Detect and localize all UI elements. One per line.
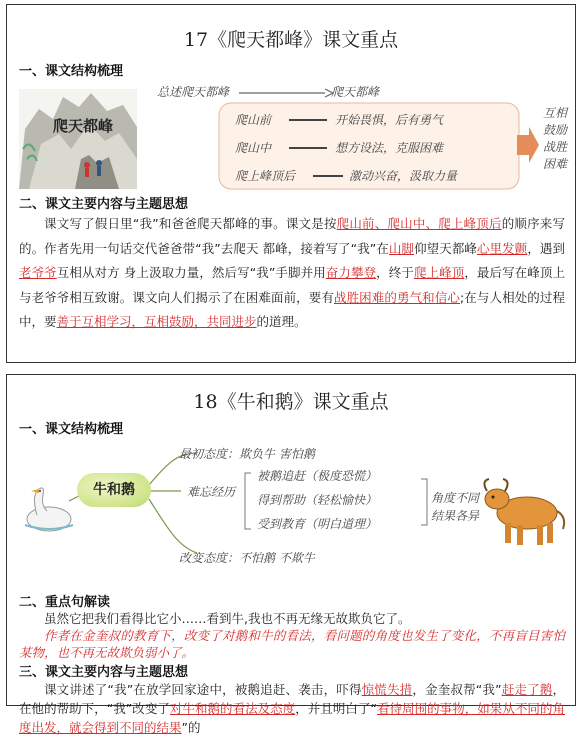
para-text: ，终于	[376, 265, 414, 280]
para-text: ，遇到	[527, 240, 565, 256]
row-2-right: 想方设法，克服困难	[335, 141, 444, 155]
topic-label: 爬天都峰	[331, 85, 380, 99]
para-text: ，金奎叔帮“我”	[412, 682, 502, 697]
mountain-label: 爬天都峰	[53, 117, 114, 135]
para-text: ，最后写在峰顶上与老爷爷相互致谢。课文向人们揭示了在困难面前，要有	[19, 265, 565, 305]
overview-label: 总述爬天都峰	[157, 85, 230, 99]
lesson-18-card	[6, 374, 576, 735]
para-text: 课文写了假日里“我”和爸爸爬天都峰的事。课文是按	[44, 216, 337, 231]
structure-heading: 一、课文结构梳理	[19, 64, 124, 79]
para-highlight: 爬上峰顶	[413, 265, 465, 280]
lesson-17-card	[6, 4, 576, 363]
content-heading: 二、课文主要内容与主题思想	[19, 197, 189, 212]
mountain-illustration	[19, 89, 137, 189]
lesson-17-paragraph	[19, 212, 565, 335]
changed-attitude: 改变态度：不怕鹅 不欺牛	[179, 551, 315, 565]
lesson-18-paragraph	[19, 680, 565, 737]
angle-note-2: 结果各异	[431, 509, 480, 523]
row-2-left: 爬山中	[235, 141, 272, 155]
row-3-connector	[313, 175, 343, 177]
para-text: 课文讲述了“我”在放学回家途中，被鹅追赶、袭击，吓得	[44, 682, 362, 697]
para-text: ，在他的帮助下，“我”改变了	[19, 682, 565, 716]
row-3-left: 爬上峰顶后	[235, 169, 296, 183]
structure-diagram	[19, 83, 567, 191]
para-highlight: 心里发颤	[476, 240, 528, 256]
experience-label: 难忘经历	[187, 485, 236, 499]
para-highlight: 老爷爷	[19, 265, 57, 280]
para-highlight: 善于互相学习，互相鼓励，共同进步	[56, 314, 257, 329]
para-highlight: 战胜困难的勇气和信心	[333, 289, 460, 305]
row-1-left: 爬山前	[235, 113, 272, 127]
arrow-icon	[239, 87, 339, 99]
angle-note-1: 角度不同	[431, 491, 480, 505]
mindmap-lines	[19, 441, 489, 591]
experience-3: 受到教育（明白道理）	[257, 517, 378, 531]
row-3-right: 激动兴奋，汲取力量	[349, 169, 458, 183]
para-highlight: 看待周围的事物，如果从不同的角度出发，就会得到不同的结果	[19, 701, 565, 735]
para-text: 的顺序来写的。作者先用一句话交代爸爸带“我”去爬天 都峰，接着写了“我”在	[19, 216, 565, 256]
para-text: ;在与人相处的过程中，要	[19, 289, 565, 329]
content-heading: 三、课文主要内容与主题思想	[19, 665, 189, 680]
row-1-connector	[289, 119, 327, 121]
para-highlight: 对牛和鹅的看法及态度	[169, 701, 296, 716]
ox-illustration	[479, 471, 567, 551]
key-sentence: 虽然它把我们看得比它小……看到牛,我也不再无缘无故欺负它了。	[44, 611, 411, 626]
row-1-right: 开始畏惧，后有勇气	[335, 113, 444, 127]
para-highlight: 赶走了鹅	[501, 682, 553, 697]
experience-1: 被鹅追赶（极度恐慌）	[257, 469, 378, 483]
lesson-18-title: 18《牛和鹅》课文重点	[193, 391, 389, 413]
para-highlight: 奋力攀登	[325, 265, 377, 280]
para-text: 的道理。	[256, 314, 307, 329]
structure-heading: 一、课文结构梳理	[19, 422, 124, 437]
sentence-note: 作者在金奎叔的教育下，改变了对鹅和牛的看法，看问题的角度也发生了变化，不再盲目害怕某物，也不再无故欺负弱小了。	[19, 628, 565, 660]
para-text: 互相从对方 身上汲取力量，然后写“我”手脚并用	[56, 265, 326, 280]
para-text: ”的	[181, 720, 201, 735]
para-text: ，并且明白了“	[295, 701, 377, 716]
conclusion-label: 互相鼓励战胜困难	[543, 106, 568, 171]
para-text: 仰望天都峰	[414, 240, 477, 256]
initial-attitude: 最初态度：欺负牛 害怕鹅	[179, 447, 315, 461]
para-highlight: 爬山前、爬山中、爬上峰顶后	[336, 216, 502, 231]
para-highlight: 惊慌失措	[361, 682, 413, 697]
center-node: 牛和鹅	[77, 473, 151, 507]
structure-diagram	[19, 441, 567, 591]
conclusion-text	[543, 105, 573, 173]
lesson-17-title: 17《爬天都峰》课文重点	[183, 29, 399, 51]
para-highlight: 山脚	[388, 240, 415, 256]
key-sentence-heading: 二、重点句解读	[19, 595, 111, 610]
experience-2: 得到帮助（轻松愉快）	[257, 493, 378, 507]
row-2-connector	[289, 147, 327, 149]
